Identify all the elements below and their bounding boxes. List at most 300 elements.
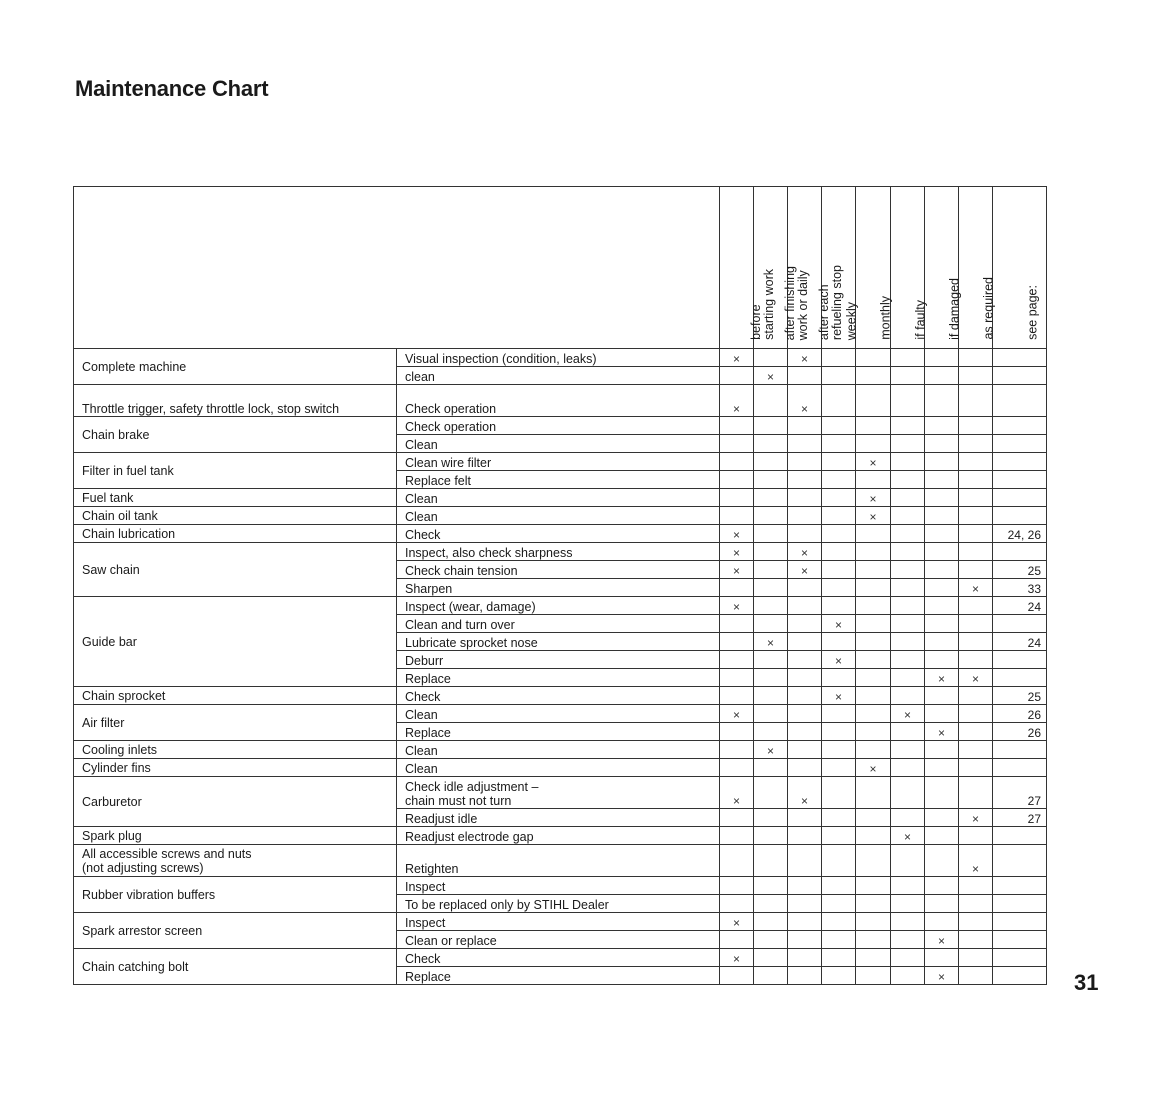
header-row <box>74 187 1047 349</box>
interval-cell <box>891 741 925 759</box>
interval-cell <box>788 877 822 895</box>
page-ref: 24, 26 <box>1007 528 1041 542</box>
action-label: Deburr <box>405 654 444 668</box>
action-cell <box>397 367 720 385</box>
action-cell <box>397 895 720 913</box>
table-row <box>74 741 1047 759</box>
action-cell <box>397 489 720 507</box>
action-cell <box>397 651 720 669</box>
interval-cell <box>959 809 993 827</box>
check-mark: × <box>903 830 911 844</box>
component-label: Cylinder fins <box>82 760 151 775</box>
check-mark: × <box>732 564 740 578</box>
table-row <box>74 453 1047 471</box>
check-mark: × <box>971 582 979 596</box>
action-cell <box>397 967 720 985</box>
check-mark: × <box>732 952 740 966</box>
table-row <box>74 705 1047 723</box>
interval-cell <box>720 525 754 543</box>
interval-cell <box>754 705 788 723</box>
interval-cell <box>959 507 993 525</box>
page-ref-cell <box>993 931 1047 949</box>
component-label: Fuel tank <box>82 490 134 505</box>
interval-cell <box>720 967 754 985</box>
interval-cell <box>788 471 822 489</box>
interval-cell <box>925 367 959 385</box>
interval-cell <box>891 651 925 669</box>
interval-cell <box>925 349 959 367</box>
interval-cell <box>822 435 856 453</box>
interval-cell <box>754 759 788 777</box>
interval-cell <box>720 705 754 723</box>
interval-cell <box>754 453 788 471</box>
check-mark: × <box>971 672 979 686</box>
interval-cell <box>754 809 788 827</box>
action-cell <box>397 453 720 471</box>
interval-cell <box>925 741 959 759</box>
interval-cell <box>891 949 925 967</box>
interval-cell <box>925 633 959 651</box>
interval-cell <box>754 723 788 741</box>
interval-cell <box>959 471 993 489</box>
action-label: Replace <box>405 726 451 740</box>
interval-cell <box>788 633 822 651</box>
column-header-label: if faulty <box>913 300 927 340</box>
interval-cell <box>925 561 959 579</box>
interval-cell <box>925 759 959 777</box>
action-cell <box>397 615 720 633</box>
interval-cell <box>959 579 993 597</box>
interval-cell <box>720 453 754 471</box>
page-ref: 24 <box>1027 636 1041 650</box>
table-row <box>74 349 1047 367</box>
check-mark: × <box>834 618 842 632</box>
interval-cell <box>720 777 754 809</box>
component-label: Chain brake <box>82 427 150 442</box>
interval-cell <box>754 471 788 489</box>
page-ref: 26 <box>1027 726 1041 740</box>
check-mark: × <box>800 794 808 808</box>
action-label: To be replaced only by STIHL Dealer <box>405 898 609 912</box>
action-label: Inspect <box>405 880 446 894</box>
interval-cell <box>891 507 925 525</box>
interval-cell <box>788 367 822 385</box>
interval-cell <box>822 809 856 827</box>
interval-cell <box>856 543 891 561</box>
interval-cell <box>720 931 754 949</box>
interval-cell <box>856 615 891 633</box>
page-ref-cell <box>993 561 1047 579</box>
interval-cell <box>925 507 959 525</box>
page-ref-cell <box>993 741 1047 759</box>
interval-cell <box>959 651 993 669</box>
component-label: Cooling inlets <box>82 742 158 757</box>
interval-cell <box>822 877 856 895</box>
page-ref-cell <box>993 809 1047 827</box>
action-cell <box>397 435 720 453</box>
page-ref-cell <box>993 349 1047 367</box>
interval-cell <box>959 525 993 543</box>
interval-cell <box>891 489 925 507</box>
interval-cell <box>788 967 822 985</box>
action-cell <box>397 845 720 877</box>
component-label: All accessible screws and nuts (not adjusting screws) <box>82 846 252 875</box>
interval-cell <box>891 561 925 579</box>
interval-cell <box>856 877 891 895</box>
page-ref-cell <box>993 367 1047 385</box>
page-ref-cell <box>993 453 1047 471</box>
interval-cell <box>788 385 822 417</box>
check-mark: × <box>834 654 842 668</box>
interval-cell <box>720 809 754 827</box>
interval-cell <box>788 913 822 931</box>
component-cell <box>74 507 397 525</box>
interval-cell <box>891 349 925 367</box>
interval-cell <box>925 723 959 741</box>
table-row <box>74 489 1047 507</box>
action-label: Clean <box>405 708 438 722</box>
page-ref-cell <box>993 877 1047 895</box>
component-label: Chain lubrication <box>82 526 176 541</box>
interval-cell <box>822 949 856 967</box>
interval-cell <box>925 895 959 913</box>
interval-cell <box>959 845 993 877</box>
action-cell <box>397 471 720 489</box>
page-ref-cell <box>993 435 1047 453</box>
page-ref: 27 <box>1027 812 1041 826</box>
column-header <box>993 187 1047 349</box>
action-label: Check <box>405 952 441 966</box>
interval-cell <box>959 723 993 741</box>
action-cell <box>397 687 720 705</box>
interval-cell <box>959 435 993 453</box>
interval-cell <box>822 349 856 367</box>
interval-cell <box>788 809 822 827</box>
interval-cell <box>959 669 993 687</box>
interval-cell <box>754 543 788 561</box>
interval-cell <box>925 877 959 895</box>
page-ref: 25 <box>1027 690 1041 704</box>
interval-cell <box>788 723 822 741</box>
check-mark: × <box>869 456 877 470</box>
check-mark: × <box>732 916 740 930</box>
check-mark: × <box>800 564 808 578</box>
interval-cell <box>856 913 891 931</box>
interval-cell <box>856 651 891 669</box>
action-label: Readjust electrode gap <box>405 830 534 844</box>
interval-cell <box>822 913 856 931</box>
interval-cell <box>754 597 788 615</box>
interval-cell <box>891 759 925 777</box>
page-ref-cell <box>993 489 1047 507</box>
page-ref-cell <box>993 687 1047 705</box>
interval-cell <box>720 913 754 931</box>
interval-cell <box>788 525 822 543</box>
interval-cell <box>822 489 856 507</box>
action-cell <box>397 417 720 435</box>
component-label: Air filter <box>82 715 125 730</box>
interval-cell <box>925 845 959 877</box>
column-header <box>925 187 959 349</box>
interval-cell <box>925 579 959 597</box>
component-cell <box>74 741 397 759</box>
table-row <box>74 877 1047 895</box>
interval-cell <box>925 913 959 931</box>
interval-cell <box>754 949 788 967</box>
action-label: Clean <box>405 492 438 506</box>
interval-cell <box>720 741 754 759</box>
action-label: Check operation <box>405 402 497 416</box>
interval-cell <box>891 877 925 895</box>
interval-cell <box>720 417 754 435</box>
interval-cell <box>856 723 891 741</box>
component-cell <box>74 777 397 827</box>
interval-cell <box>856 669 891 687</box>
interval-cell <box>788 615 822 633</box>
interval-cell <box>959 489 993 507</box>
component-label: Carburetor <box>82 794 142 809</box>
action-cell <box>397 931 720 949</box>
interval-cell <box>720 633 754 651</box>
table-row <box>74 777 1047 809</box>
interval-cell <box>925 385 959 417</box>
action-label: Clean <box>405 762 438 776</box>
interval-cell <box>856 385 891 417</box>
interval-cell <box>856 949 891 967</box>
page-ref-cell <box>993 651 1047 669</box>
component-cell <box>74 543 397 597</box>
interval-cell <box>925 651 959 669</box>
interval-cell <box>925 417 959 435</box>
page-ref-cell <box>993 669 1047 687</box>
interval-cell <box>822 931 856 949</box>
interval-cell <box>959 687 993 705</box>
action-label: Clean and turn over <box>405 618 515 632</box>
interval-cell <box>720 489 754 507</box>
component-cell <box>74 597 397 687</box>
action-cell <box>397 913 720 931</box>
action-cell <box>397 385 720 417</box>
interval-cell <box>959 877 993 895</box>
interval-cell <box>891 895 925 913</box>
component-cell <box>74 687 397 705</box>
interval-cell <box>822 651 856 669</box>
component-cell <box>74 385 397 417</box>
interval-cell <box>856 597 891 615</box>
interval-cell <box>925 471 959 489</box>
interval-cell <box>754 777 788 809</box>
table-row <box>74 949 1047 967</box>
interval-cell <box>891 633 925 651</box>
action-label: Clean or replace <box>405 934 497 948</box>
interval-cell <box>754 967 788 985</box>
action-cell <box>397 777 720 809</box>
check-mark: × <box>971 862 979 876</box>
component-cell <box>74 845 397 877</box>
interval-cell <box>925 949 959 967</box>
check-mark: × <box>869 510 877 524</box>
interval-cell <box>788 507 822 525</box>
component-cell <box>74 453 397 489</box>
column-header-label: as required <box>981 277 995 340</box>
page-ref-cell <box>993 759 1047 777</box>
component-label: Saw chain <box>82 562 140 577</box>
interval-cell <box>925 597 959 615</box>
interval-cell <box>959 913 993 931</box>
check-mark: × <box>766 370 774 384</box>
check-mark: × <box>732 600 740 614</box>
interval-cell <box>959 453 993 471</box>
interval-cell <box>891 615 925 633</box>
interval-cell <box>754 651 788 669</box>
table-row <box>74 687 1047 705</box>
page-ref: 26 <box>1027 708 1041 722</box>
interval-cell <box>788 453 822 471</box>
column-header-label: before starting work <box>748 269 776 340</box>
action-label: Sharpen <box>405 582 453 596</box>
interval-cell <box>822 633 856 651</box>
interval-cell <box>925 809 959 827</box>
interval-cell <box>822 579 856 597</box>
interval-cell <box>788 777 822 809</box>
interval-cell <box>720 579 754 597</box>
interval-cell <box>925 705 959 723</box>
interval-cell <box>925 525 959 543</box>
interval-cell <box>856 741 891 759</box>
interval-cell <box>822 417 856 435</box>
interval-cell <box>891 913 925 931</box>
interval-cell <box>822 615 856 633</box>
interval-cell <box>788 597 822 615</box>
action-cell <box>397 633 720 651</box>
interval-cell <box>891 471 925 489</box>
interval-cell <box>720 895 754 913</box>
interval-cell <box>754 417 788 435</box>
page-ref-cell <box>993 507 1047 525</box>
interval-cell <box>754 741 788 759</box>
interval-cell <box>856 809 891 827</box>
interval-cell <box>720 669 754 687</box>
interval-cell <box>720 385 754 417</box>
interval-cell <box>856 687 891 705</box>
table-row <box>74 827 1047 845</box>
interval-cell <box>891 827 925 845</box>
column-header-label: if damaged <box>947 278 961 340</box>
check-mark: × <box>869 492 877 506</box>
column-header <box>856 187 891 349</box>
action-label: Check operation <box>405 420 497 434</box>
interval-cell <box>891 931 925 949</box>
component-cell <box>74 417 397 453</box>
interval-cell <box>720 367 754 385</box>
interval-cell <box>720 561 754 579</box>
component-label: Chain sprocket <box>82 688 166 703</box>
page-ref-cell <box>993 777 1047 809</box>
page-ref-cell <box>993 543 1047 561</box>
interval-cell <box>925 453 959 471</box>
table-row <box>74 507 1047 525</box>
check-mark: × <box>834 690 842 704</box>
interval-cell <box>856 435 891 453</box>
check-mark: × <box>732 708 740 722</box>
interval-cell <box>754 385 788 417</box>
interval-cell <box>891 723 925 741</box>
interval-cell <box>822 525 856 543</box>
interval-cell <box>822 827 856 845</box>
interval-cell <box>822 967 856 985</box>
interval-cell <box>754 507 788 525</box>
interval-cell <box>856 349 891 367</box>
interval-cell <box>925 967 959 985</box>
interval-cell <box>788 489 822 507</box>
interval-cell <box>822 705 856 723</box>
interval-cell <box>754 931 788 949</box>
interval-cell <box>925 543 959 561</box>
interval-cell <box>891 543 925 561</box>
interval-cell <box>891 435 925 453</box>
interval-cell <box>822 453 856 471</box>
action-label: Check idle adjustment – chain must not turn <box>405 780 539 808</box>
interval-cell <box>856 705 891 723</box>
interval-cell <box>754 561 788 579</box>
interval-cell <box>720 615 754 633</box>
action-label: Clean <box>405 438 438 452</box>
component-cell <box>74 913 397 949</box>
action-label: Replace <box>405 970 451 984</box>
table-row <box>74 417 1047 435</box>
action-cell <box>397 809 720 827</box>
interval-cell <box>788 687 822 705</box>
interval-cell <box>891 705 925 723</box>
component-label: Spark plug <box>82 828 142 843</box>
interval-cell <box>959 615 993 633</box>
interval-cell <box>788 931 822 949</box>
component-cell <box>74 759 397 777</box>
action-cell <box>397 759 720 777</box>
interval-cell <box>856 453 891 471</box>
interval-cell <box>720 827 754 845</box>
interval-cell <box>788 845 822 877</box>
component-cell <box>74 877 397 913</box>
interval-cell <box>788 561 822 579</box>
interval-cell <box>891 687 925 705</box>
component-cell <box>74 525 397 543</box>
check-mark: × <box>732 528 740 542</box>
table-row <box>74 543 1047 561</box>
component-label: Guide bar <box>82 634 137 649</box>
interval-cell <box>959 741 993 759</box>
interval-cell <box>891 669 925 687</box>
interval-cell <box>856 507 891 525</box>
action-label: Clean <box>405 510 438 524</box>
interval-cell <box>720 597 754 615</box>
interval-cell <box>959 705 993 723</box>
action-label: Clean <box>405 744 438 758</box>
interval-cell <box>788 827 822 845</box>
interval-cell <box>720 877 754 895</box>
interval-cell <box>925 435 959 453</box>
interval-cell <box>959 895 993 913</box>
interval-cell <box>959 543 993 561</box>
interval-cell <box>788 579 822 597</box>
column-header <box>891 187 925 349</box>
interval-cell <box>891 809 925 827</box>
interval-cell <box>754 435 788 453</box>
interval-cell <box>822 543 856 561</box>
action-cell <box>397 949 720 967</box>
interval-cell <box>856 525 891 543</box>
table-row <box>74 385 1047 417</box>
